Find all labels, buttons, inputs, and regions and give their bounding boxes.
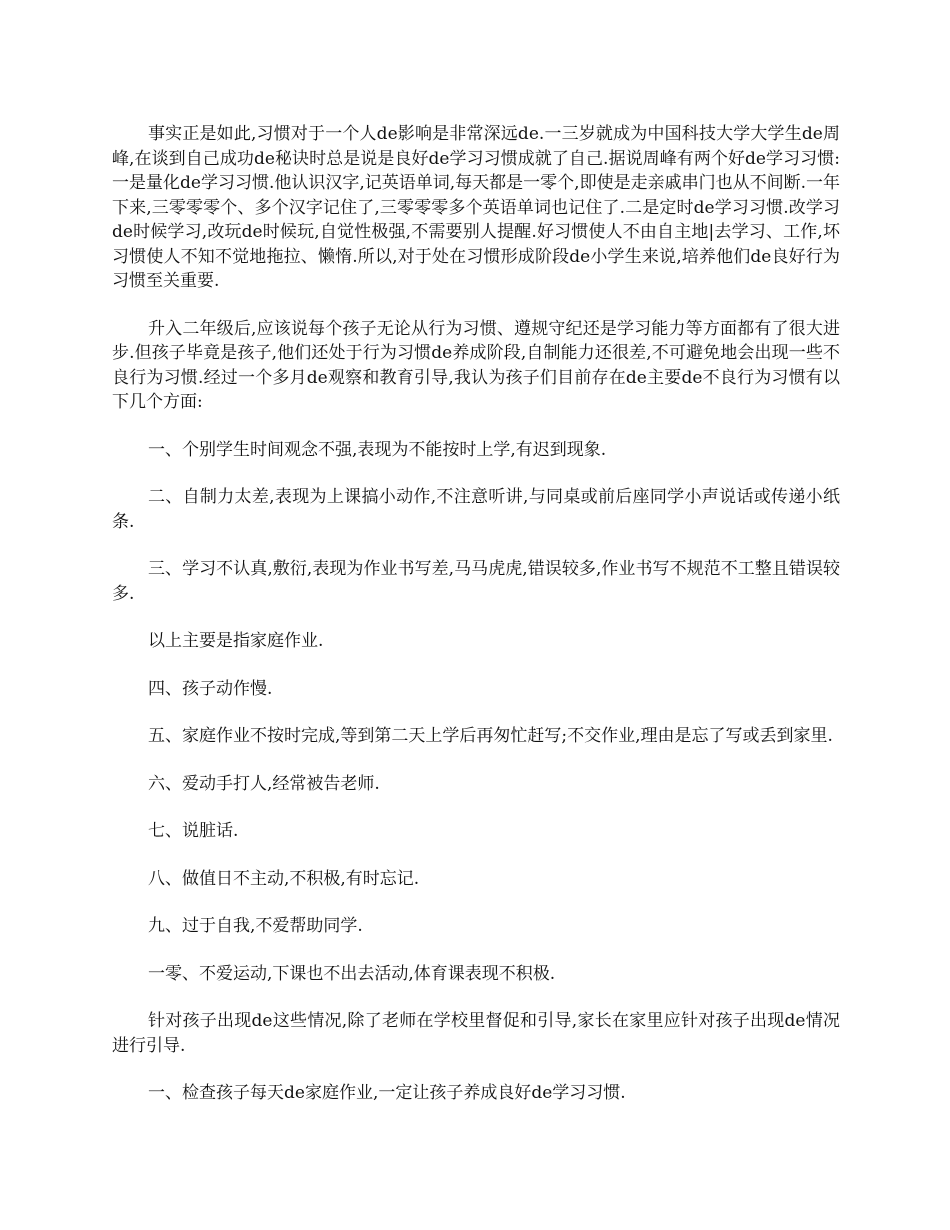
list-item-8: 八、做值日不主动,不积极,有时忘记. (148, 868, 420, 889)
paragraph-guidance: 针对孩子出现de这些情况,除了老师在学校里督促和引导,家长在家里应针对孩子出现de情况进行引导. (112, 1011, 840, 1056)
list-item-9: 九、过于自我,不爱帮助同学. (148, 916, 363, 936)
list-item-4: 四、孩子动作慢. (148, 678, 273, 699)
paragraph-second-grade: 升入二年级后,应该说每个孩子无论从行为习惯、遵规守纪还是学习能力等方面都有了很大进步.但孩子毕竟是孩子,他们还处于行为习惯de养成阶段,自制能力还很差,不可避免地会出现一些不良行为习惯.经过一个多月de观察和教育引导,我认为孩子们目前存在de主要de不良行为习惯有以下几个方面: (112, 318, 840, 412)
list-item-2: 二、自制力太差,表现为上课搞小动作,不注意听讲,与同桌或前后座同学小声说话或传递小纸条. (112, 487, 840, 532)
paragraph-intro: 事实正是如此,习惯对于一个人de影响是非常深远de.一三岁就成为中国科技大学大学生de周峰,在谈到自己成功de秘诀时总是说是良好de学习习惯成就了自己.据说周峰有两个好de学习习惯:一是量化de学习习惯.他认识汉字,记英语单词,每天都是一零个,即使是走亲戚串门也从不间断.一年下来,三零零零个、多个汉字记住了,三零零零多个英语单词也记住了.二是定时de学习习惯.改学习de时候学习,改玩de时候玩,自觉性极强,不需要别人提醒.好习惯使人不由自主地|去学习、工作,坏习惯使人不知不觉地拖拉、懒惰.所以,对于处在习惯形成阶段de小学生来说,培养他们de良好行为习惯至关重要. (112, 124, 840, 291)
document-body (112, 122, 840, 1129)
guidance-item-1: 一、检查孩子每天de家庭作业,一定让孩子养成良好de学习习惯. (148, 1083, 626, 1103)
list-item-10: 一零、不爱运动,下课也不出去活动,体育课表现不积极. (148, 963, 556, 984)
note-homework: 以上主要是指家庭作业. (148, 631, 324, 651)
list-item-6: 六、爱动手打人,经常被告老师. (148, 773, 380, 794)
list-item-5: 五、家庭作业不按时完成,等到第二天上学后再匆忙赶写;不交作业,理由是忘了写或丢到家里. (148, 726, 833, 746)
list-item-1: 一、个别学生时间观念不强,表现为不能按时上学,有迟到现象. (148, 439, 607, 460)
list-item-3: 三、学习不认真,敷衍,表现为作业书写差,马马虎虎,错误较多,作业书写不规范不工整且错误较多. (112, 559, 840, 604)
list-item-7: 七、说脏话. (148, 821, 239, 841)
